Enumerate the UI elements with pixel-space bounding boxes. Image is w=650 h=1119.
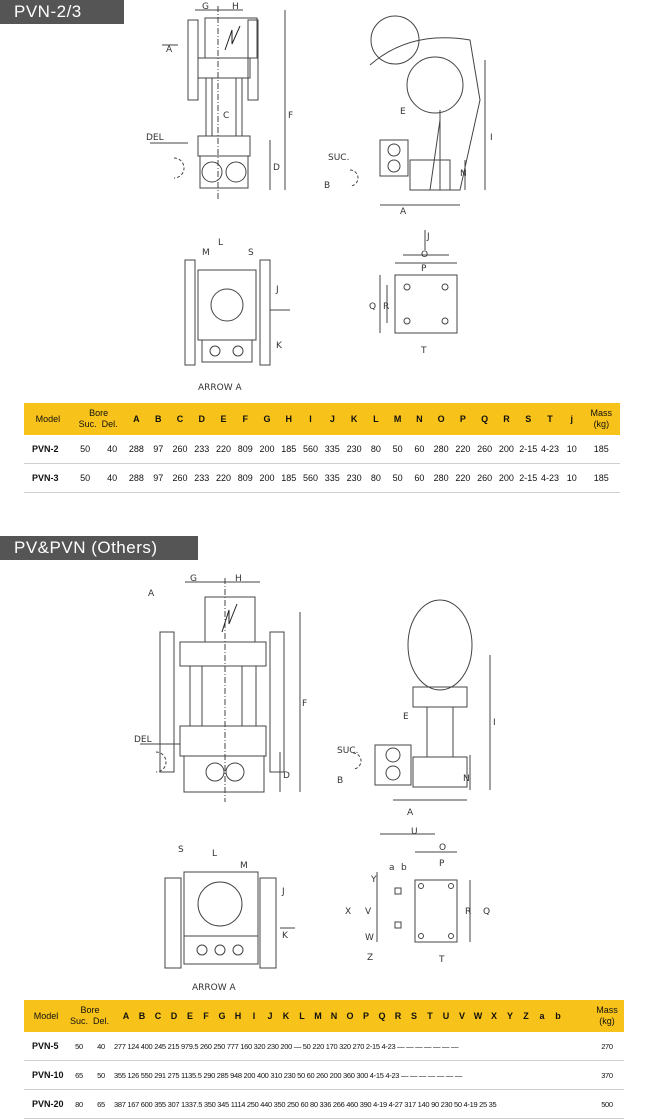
arrow-a-caption: ARROW A: [198, 383, 242, 393]
col-header: F: [234, 403, 256, 435]
col-header: N: [409, 403, 431, 435]
value-cell: 2-15: [517, 435, 539, 464]
dim-label-p: P: [421, 264, 427, 274]
dim-label-u: U: [411, 827, 418, 837]
dim-label-f: F: [288, 111, 294, 121]
dim-label-a2: A: [407, 808, 414, 818]
value-cell: 60: [409, 435, 431, 464]
col-header: A: [122, 1011, 130, 1021]
value-cell: 50: [387, 435, 409, 464]
col-header: R: [496, 403, 518, 435]
value-cell: 60: [409, 464, 431, 493]
dimension-values-cell: 277 124 400 245 215 979.5 260 250 777 160 320 230 200 — 50 220 170 320 270 2-15 4-23 — — — — — — —: [112, 1032, 590, 1061]
value-cell: 2-15: [517, 464, 539, 493]
col-header: P: [362, 1011, 369, 1021]
col-header: Z: [523, 1011, 529, 1021]
table-header-row: [24, 1000, 624, 1032]
dim-label-b: B: [324, 181, 331, 191]
dim-label-j2: J: [427, 232, 430, 242]
col-header: F: [203, 1011, 209, 1021]
col-header: T: [427, 1011, 433, 1021]
pvn23-spec-table: [24, 403, 620, 493]
table-row: [24, 1061, 624, 1090]
dim-label-o: O: [421, 250, 429, 260]
value-cell: 97: [147, 435, 169, 464]
value-cell: 260: [169, 464, 191, 493]
col-header: N: [330, 1011, 338, 1021]
dim-label-t: T: [439, 955, 445, 965]
value-cell: 80: [365, 464, 387, 493]
dim-label-del: DEL: [134, 735, 152, 745]
mass-cell: 370: [590, 1061, 624, 1090]
table-row: [24, 464, 620, 493]
value-cell: 260: [474, 435, 496, 464]
model-cell: PVN-2: [24, 435, 72, 464]
col-header: H: [234, 1011, 242, 1021]
value-cell: 50: [72, 435, 99, 464]
dim-label-q: Q: [369, 302, 377, 312]
model-header: Model: [24, 403, 72, 435]
section-title-pvn-2-3: PVN-2/3: [0, 0, 124, 24]
value-cell: 200: [496, 464, 518, 493]
dim-label-l: L: [212, 849, 218, 859]
value-cell: 233: [191, 435, 213, 464]
dimension-letters-header: [112, 1000, 590, 1032]
mass-header: Mass (kg): [583, 403, 620, 435]
col-header: j: [561, 403, 583, 435]
value-cell: 97: [147, 464, 169, 493]
col-header: G: [256, 403, 278, 435]
col-header: Q: [378, 1011, 386, 1021]
dim-label-h: H: [232, 2, 239, 12]
value-cell: 260: [474, 464, 496, 493]
col-header: R: [394, 1011, 402, 1021]
dim-label-p: P: [439, 859, 445, 869]
value-cell: 4-23: [539, 464, 561, 493]
dim-label-w: W: [365, 933, 374, 943]
value-cell: 65: [90, 1090, 112, 1119]
model-cell: PVN-20: [24, 1090, 68, 1119]
value-cell: 50: [90, 1061, 112, 1090]
value-cell: 335: [321, 464, 343, 493]
dim-label-e: E: [403, 712, 409, 722]
value-cell: 809: [234, 435, 256, 464]
dimension-values-cell: 355 126 550 291 275 1135.5 290 285 948 200 400 310 230 50 60 260 200 360 300 4-15 4-23 — — — — — — —: [112, 1061, 590, 1090]
dim-label-a: A: [148, 589, 155, 599]
col-header: S: [410, 1011, 417, 1021]
dim-label-a: A: [166, 45, 173, 55]
model-header: Model: [24, 1000, 68, 1032]
value-cell: 220: [213, 464, 235, 493]
model-cell: PVN-10: [24, 1061, 68, 1090]
dim-label-t: T: [421, 346, 427, 356]
value-cell: 40: [90, 1032, 112, 1061]
dim-label-n: N: [463, 774, 470, 784]
col-header: b: [555, 1011, 561, 1021]
value-cell: 220: [452, 435, 474, 464]
value-cell: 50: [72, 464, 99, 493]
table-header-row: [24, 403, 620, 435]
dim-label-k: K: [276, 341, 282, 351]
value-cell: 50: [387, 464, 409, 493]
value-cell: 233: [191, 464, 213, 493]
col-header: A: [126, 403, 148, 435]
value-cell: 809: [234, 464, 256, 493]
dim-label-g: G: [190, 574, 197, 584]
value-cell: 200: [256, 435, 278, 464]
col-header: C: [169, 403, 191, 435]
value-cell: 260: [169, 435, 191, 464]
value-cell: 80: [365, 435, 387, 464]
value-cell: 80: [68, 1090, 90, 1119]
dim-label-y: Y: [371, 875, 377, 885]
mass-cell: 270: [590, 1032, 624, 1061]
value-cell: 335: [321, 435, 343, 464]
col-header: B: [138, 1011, 146, 1021]
col-header: W: [473, 1011, 483, 1021]
col-header: U: [442, 1011, 450, 1021]
others-front-view-drawing: [130, 572, 330, 812]
value-cell: 200: [496, 435, 518, 464]
value-cell: 220: [213, 435, 235, 464]
dim-label-g: G: [202, 2, 209, 12]
dim-label-s: S: [248, 248, 254, 258]
col-header: Y: [506, 1011, 513, 1021]
dim-label-b: B: [337, 776, 344, 786]
value-cell: 185: [278, 464, 300, 493]
table-row: [24, 435, 620, 464]
col-header: O: [346, 1011, 354, 1021]
col-header: P: [452, 403, 474, 435]
dim-label-s: S: [178, 845, 184, 855]
col-header: J: [321, 403, 343, 435]
col-header: E: [186, 1011, 193, 1021]
value-cell: 185: [583, 464, 620, 493]
bore-header: Bore Suc. Del.: [72, 403, 126, 435]
col-header: a: [539, 1011, 545, 1021]
col-header: V: [458, 1011, 465, 1021]
model-cell: PVN-5: [24, 1032, 68, 1061]
dim-label-x: X: [345, 907, 352, 917]
col-header: D: [170, 1011, 178, 1021]
dim-label-j: J: [276, 285, 279, 295]
col-header: Q: [474, 403, 496, 435]
dim-label-del: DEL: [146, 133, 164, 143]
dimension-values-cell: 387 167 600 355 307 1337.5 350 345 1114 250 440 350 250 60 80 336 266 460 390 4-19 4-27 317 140 90 230 50 4-19 25 35: [112, 1090, 590, 1119]
dim-label-c: C: [223, 111, 230, 121]
dim-label-i: I: [490, 133, 493, 143]
model-cell: PVN-3: [24, 464, 72, 493]
dim-label-k: K: [282, 931, 288, 941]
dim-label-suc: SUC.: [337, 746, 359, 756]
col-header: M: [314, 1011, 322, 1021]
dim-label-q: Q: [483, 907, 491, 917]
col-header: G: [218, 1011, 226, 1021]
section-title-pv-pvn-others: PV&PVN (Others): [0, 536, 198, 560]
col-header: T: [539, 403, 561, 435]
col-header: H: [278, 403, 300, 435]
dim-label-n: N: [460, 169, 467, 179]
dim-label-r: R: [383, 302, 390, 312]
value-cell: 40: [99, 464, 126, 493]
dim-label-z: Z: [367, 953, 374, 963]
value-cell: 185: [583, 435, 620, 464]
dim-label-suc: SUC.: [328, 153, 350, 163]
mass-cell: 500: [590, 1090, 624, 1119]
value-cell: 200: [256, 464, 278, 493]
dim-label-d: D: [283, 771, 290, 781]
dim-label-l: L: [218, 238, 224, 248]
dim-label-r: R: [465, 907, 472, 917]
value-cell: 185: [278, 435, 300, 464]
col-header: C: [154, 1011, 162, 1021]
value-cell: 230: [343, 435, 365, 464]
value-cell: 280: [430, 464, 452, 493]
value-cell: 50: [68, 1032, 90, 1061]
value-cell: 10: [561, 435, 583, 464]
col-header: M: [387, 403, 409, 435]
value-cell: 40: [99, 435, 126, 464]
dim-label-d: D: [273, 163, 280, 173]
mass-header: Mass (kg): [590, 1000, 624, 1032]
col-header: B: [147, 403, 169, 435]
dim-label-b-small: b: [401, 863, 407, 873]
pvn23-side-view-drawing: [320, 10, 510, 220]
col-header: L: [299, 1011, 305, 1021]
value-cell: 4-23: [539, 435, 561, 464]
bore-header: Bore Suc. Del.: [68, 1000, 112, 1032]
value-cell: 560: [300, 435, 322, 464]
dim-label-e: E: [400, 107, 406, 117]
dim-label-m: M: [202, 248, 210, 258]
others-side-view-drawing: [335, 595, 510, 825]
dim-label-m: M: [240, 861, 248, 871]
pvn23-front-view-drawing: [140, 0, 320, 215]
dim-label-i: I: [493, 718, 496, 728]
col-header: I: [252, 1011, 256, 1021]
dim-label-f: F: [302, 699, 308, 709]
value-cell: 65: [68, 1061, 90, 1090]
table-row: [24, 1032, 624, 1061]
col-header: D: [191, 403, 213, 435]
col-header: E: [213, 403, 235, 435]
value-cell: 288: [126, 464, 148, 493]
dim-label-o: O: [439, 843, 447, 853]
col-header: S: [517, 403, 539, 435]
others-spec-table: [24, 1000, 624, 1119]
others-base-plate-drawing: [335, 822, 505, 972]
col-header: L: [365, 403, 387, 435]
value-cell: 230: [343, 464, 365, 493]
pvn23-top-view-drawing: [180, 230, 300, 395]
arrow-a-caption: ARROW A: [192, 983, 236, 993]
value-cell: 220: [452, 464, 474, 493]
dim-label-v: V: [365, 907, 372, 917]
table-row: [24, 1090, 624, 1119]
value-cell: 288: [126, 435, 148, 464]
col-header: I: [300, 403, 322, 435]
pvn23-base-plate-drawing: [355, 225, 485, 365]
dim-label-j: J: [282, 887, 285, 897]
value-cell: 10: [561, 464, 583, 493]
col-header: K: [343, 403, 365, 435]
col-header: K: [282, 1011, 290, 1021]
dim-label-a-small: a: [389, 863, 395, 873]
dim-label-h: H: [235, 574, 242, 584]
dim-label-a2: A: [400, 207, 407, 217]
value-cell: 560: [300, 464, 322, 493]
col-header: O: [430, 403, 452, 435]
col-header: X: [490, 1011, 497, 1021]
value-cell: 280: [430, 435, 452, 464]
others-top-view-drawing: [160, 838, 310, 993]
col-header: J: [267, 1011, 273, 1021]
